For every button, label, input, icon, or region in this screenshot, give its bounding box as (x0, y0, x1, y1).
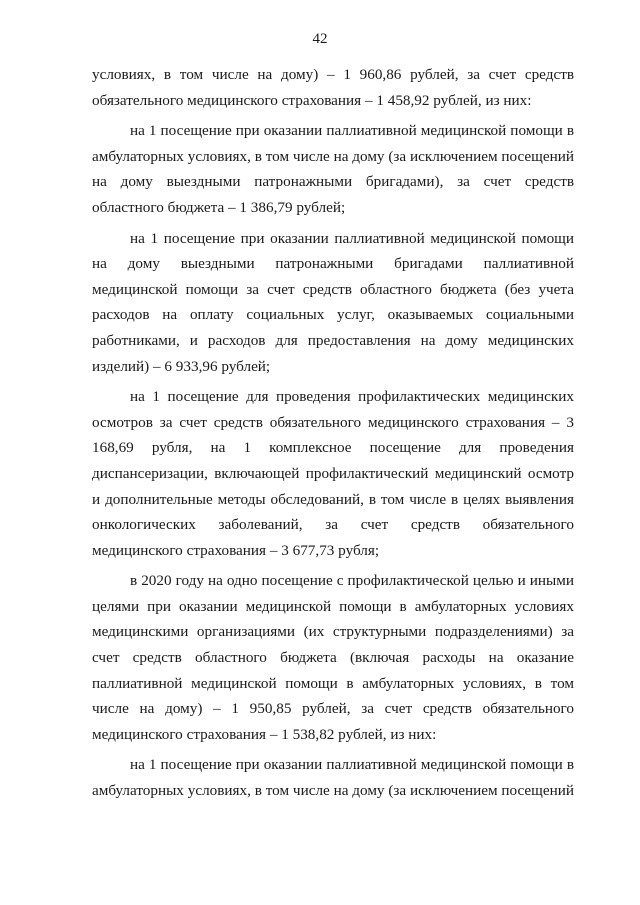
paragraph-2: на 1 посещение при оказании паллиативной медицинской помощи в амбулаторных условиях, в том числе на дому (за исключением посещений на дому выездными патронажными бригадами), за счет средств областного бюджета – 1 386,79 рублей; (92, 122, 574, 216)
paragraph-1: условиях, в том числе на дому) – 1 960,86 рублей, за счет средств обязательного медицинского страхования – 1 458,92 рублей, из них: (92, 66, 574, 109)
page-number: 42 (312, 31, 328, 47)
paragraph-4: на 1 посещение для проведения профилактических медицинских осмотров за счет средств обязательного медицинского страхования – 3 168,69 рубля, на 1 комплексное посещение для проведения диспансеризации, включающей профилактический медицинский осмотр и дополнительные методы обследований, в том числе в целях выявления онкологических заболеваний, за счет средств обязательного медицинского страхования – 3 677,73 рубля; (92, 388, 574, 559)
paragraph-5: в 2020 году на одно посещение с профилактической целью и иными целями при оказании медицинской помощи в амбулаторных условиях медицинскими организациями (их структурными подразделениями) за счет средств областного бюджета (включая расходы на оказание паллиативной медицинской помощи в амбулаторных условиях, в том числе на дому) – 1 950,85 рублей, за счет средств обязательного медицинского страхования – 1 538,82 рублей, из них: (92, 572, 574, 743)
paragraph-6: на 1 посещение при оказании паллиативной медицинской помощи в амбулаторных условиях, в том числе на дому (за исключением посещений (92, 756, 574, 800)
document-body (92, 62, 574, 809)
paragraph-3: на 1 посещение при оказании паллиативной медицинской помощи на дому выездными патронажными бригадами паллиативной медицинской помощи за счет средств областного бюджета (без учета расходов на оплату социальных услуг, оказываемых социальными работниками, и расходов для предоставления на дому медицинских изделий) – 6 933,96 рублей; (92, 229, 574, 375)
